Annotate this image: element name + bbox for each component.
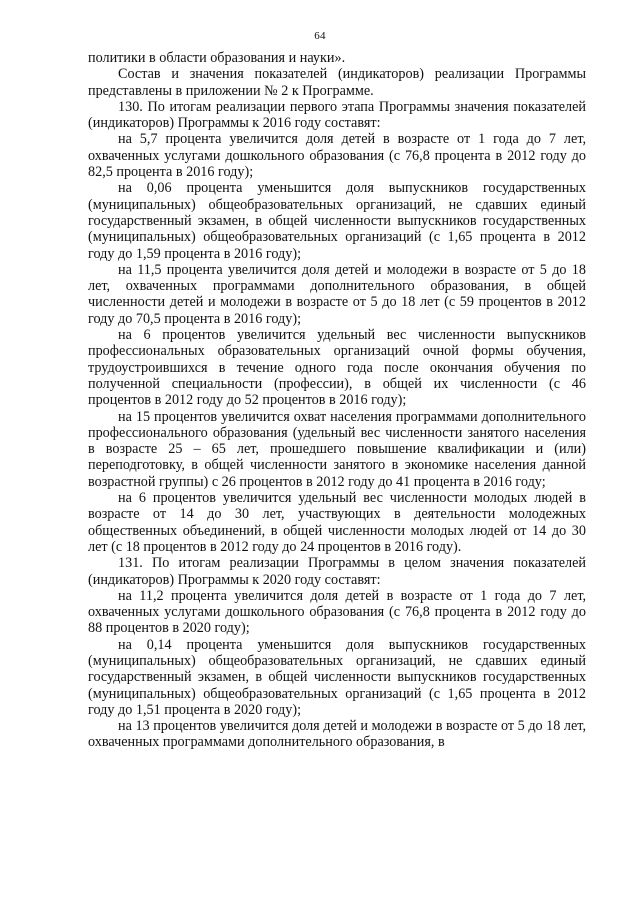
paragraph-extra-education-2016: на 11,5 процента увеличится доля детей и молодежи в возрасте от 5 до 18 лет, охваченных программами дополнительного образования, в общей численности детей и молодежи в возрасте от 5 до 18 лет (с 59 процентов в 2012 году до 70,5 процента в 2016 году); bbox=[88, 261, 586, 327]
paragraph-clause-131: 131. По итогам реализации Программы в целом значения показателей (индикаторов) Программы к 2020 году составят: bbox=[88, 555, 586, 588]
paragraph-continuation: политики в области образования и науки». bbox=[88, 50, 346, 66]
paragraph-indicators-intro: Состав и значения показателей (индикаторов) реализации Программы представлены в приложении № 2 к Программе. bbox=[88, 66, 586, 99]
paragraph-preschool-2016: на 5,7 процента увеличится доля детей в возрасте от 1 года до 7 лет, охваченных услугами дошкольного образования (с 76,8 процента в 2012 году до 82,5 процента в 2016 году); bbox=[88, 131, 586, 181]
paragraph-clause-130: 130. По итогам реализации первого этапа Программы значения показателей (индикаторов) Программы к 2016 году составят: bbox=[88, 98, 586, 132]
paragraph-exam-2020: на 0,14 процента уменьшится доля выпускников государственных (муниципальных) общеобразовательных организаций, не сдавших единый государственный экзамен, в общей численности выпускников государственных (муниципальных) общеобразовательных организаций (с 1,65 процента в 2012 году до 1,51 процента в 2020 году); bbox=[88, 636, 586, 718]
paragraph-extra-education-2020: на 13 процентов увеличится доля детей и молодежи в возрасте от 5 до 18 лет, охваченных программами дополнительного образования, в bbox=[88, 718, 586, 751]
paragraph-graduates-employment-2016: на 6 процентов увеличится удельный вес численности выпускников профессиональных образовательных организаций очной формы обучения, трудоустроившихся в течение одного года после окончания обучения по полученной специальности (профессии), в общей их численности (с 46 процентов в 2012 году до 52 процентов в 2016 году); bbox=[88, 327, 586, 409]
page-number: 64 bbox=[314, 30, 326, 42]
paragraph-youth-associations-2016: на 6 процентов увеличится удельный вес численности молодых людей в возрасте от 14 до 30 лет, участвующих в деятельности молодежных общественных объединений, в общей численности молодых людей от 14 до 30 лет (с 18 процентов в 2012 году до 24 процентов в 2016 году). bbox=[88, 490, 586, 555]
paragraph-professional-training-2016: на 15 процентов увеличится охват населения программами дополнительного профессионального образования (удельный вес численности занятого населения в возрасте 25 – 65 лет, прошедшего повышение квалификации и (или) переподготовку, в общей численности занятого в экономике населения данной возрастной группы) с 26 процентов в 2012 году до 41 процента в 2016 году; bbox=[88, 408, 586, 490]
paragraph-exam-2016: на 0,06 процента уменьшится доля выпускников государственных (муниципальных) общеобразовательных организаций, не сдавших единый государственный экзамен, в общей численности выпускников государственных (муниципальных) общеобразовательных организаций (с 1,65 процента в 2012 году до 1,59 процента в 2016 году); bbox=[88, 180, 586, 262]
paragraph-preschool-2020: на 11,2 процента увеличится доля детей в возрасте от 1 года до 7 лет, охваченных услугами дошкольного образования (с 76,8 процента в 2012 году до 88 процентов в 2020 году); bbox=[88, 587, 586, 637]
body-text bbox=[88, 50, 586, 751]
